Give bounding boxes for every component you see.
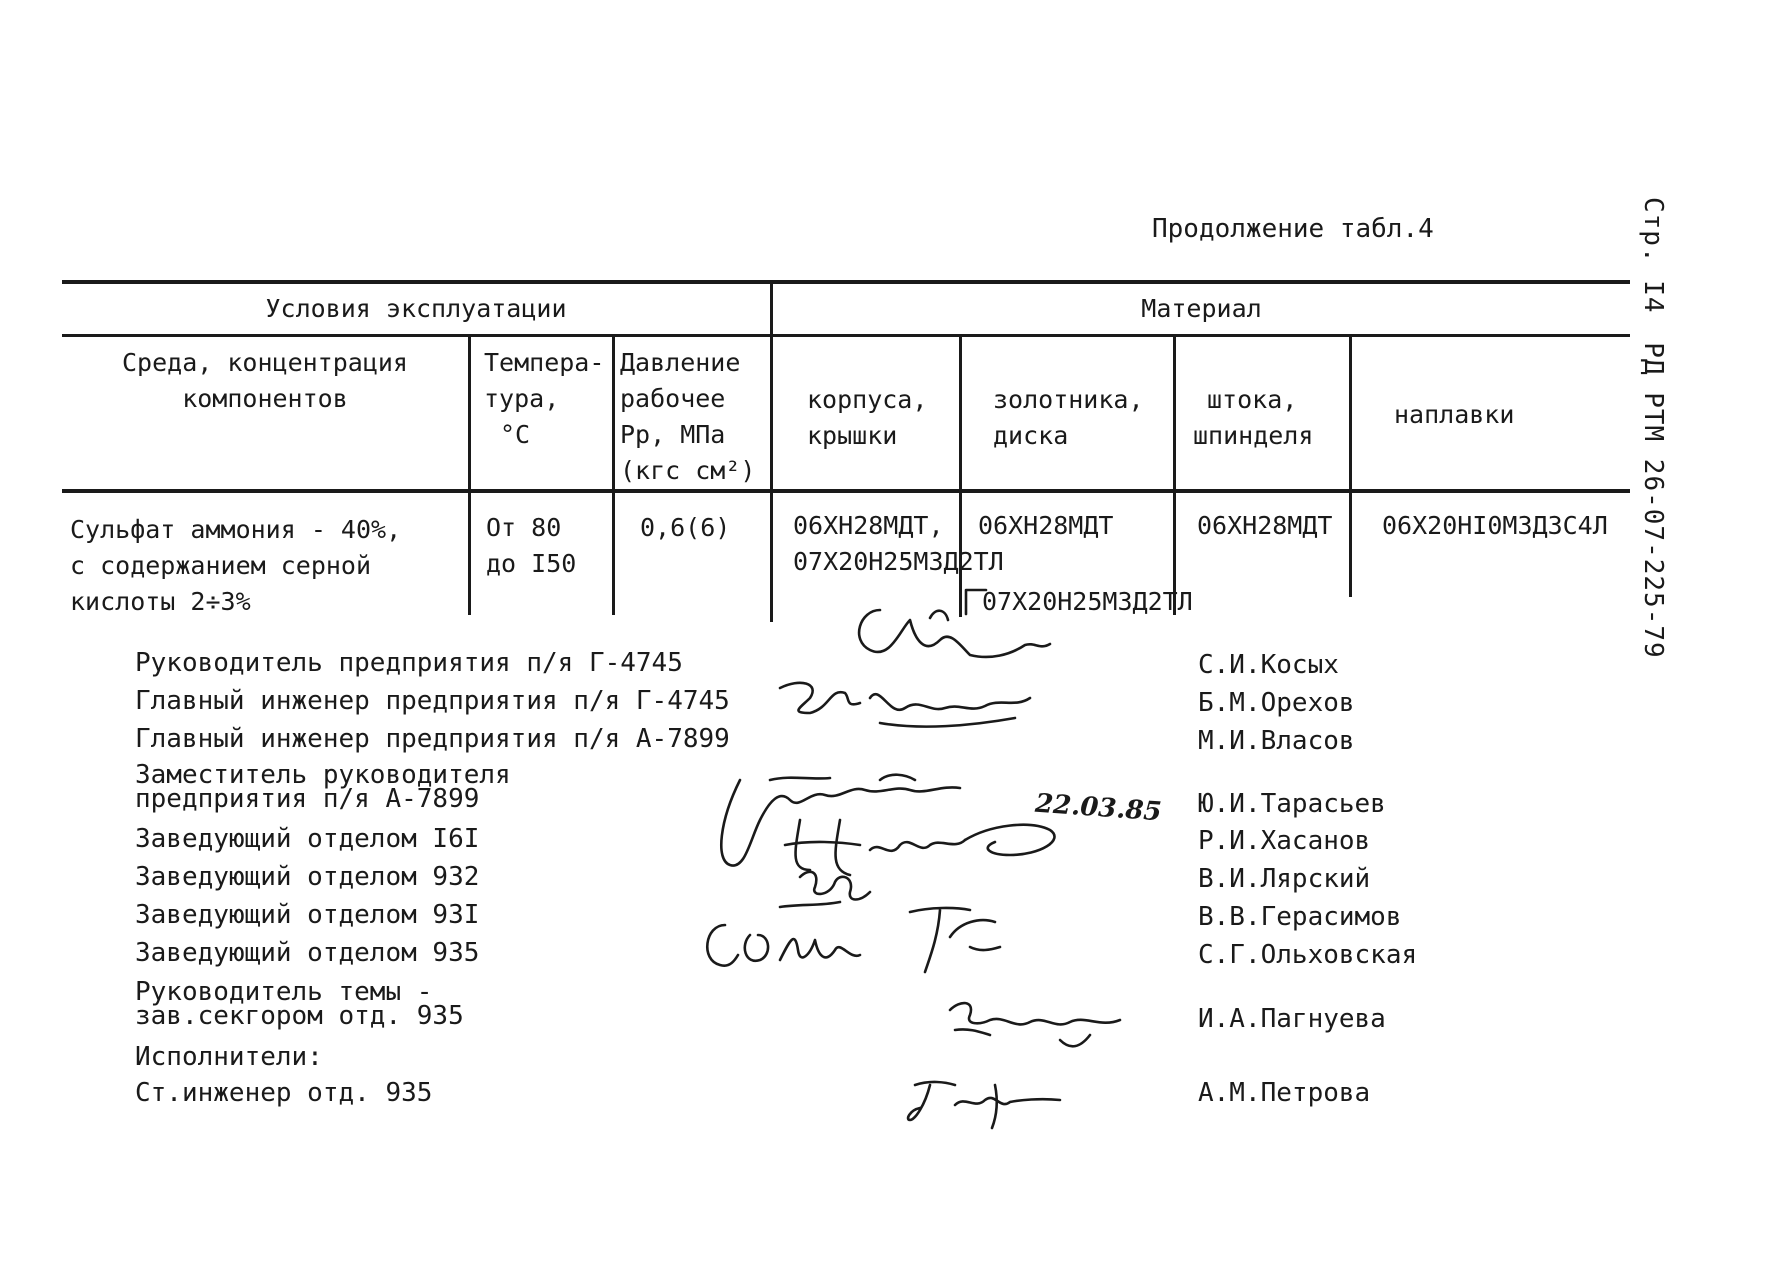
signatory-name: Р.И.Хасанов: [1198, 826, 1371, 856]
handwritten-date: 22.03.85: [1034, 788, 1163, 828]
signatory-role: Заведующий отделом 935: [135, 938, 480, 968]
row-overlay: 06Х20НI0М3Д3С4Л: [1382, 511, 1608, 540]
header-stem: штока, шпинделя: [1193, 385, 1314, 450]
signatory-role: Главный инженер предприятия п/я Г-4745: [135, 686, 730, 716]
row-temperature: От 80 до I50: [486, 513, 577, 578]
header-pressure: Давление рабочее Рр, МПа (кгс см²): [620, 348, 756, 485]
row-spool-alt: 07Х20Н25М3Д2ТЛ: [982, 587, 1193, 616]
signatory-name: С.И.Косых: [1198, 650, 1339, 680]
table-header-rule: [62, 489, 1630, 493]
group-header-conditions: Условия эксплуатации: [265, 294, 567, 323]
signatory-role: Заведующий отделом 932: [135, 862, 480, 892]
signature-olkhovskaya: [700, 910, 870, 980]
executors-label: Исполнители:: [135, 1042, 323, 1072]
signatory-role: Руководитель темы - зав.секгором отд. 935: [135, 977, 464, 1031]
header-medium: Среда, концентрация компонентов: [122, 348, 408, 413]
table-caption: Продолжение табл.4: [1152, 214, 1434, 244]
signatory-name: И.А.Пагнуева: [1198, 1004, 1386, 1034]
side-header: [1638, 197, 1668, 671]
signature-orekhov: [770, 668, 1070, 738]
header-temperature: Темпера- тура, °C: [484, 348, 605, 449]
signature-pagnueva: [940, 990, 1140, 1060]
row-spool: 06ХН28МДТ: [978, 511, 1114, 540]
signatory-name: М.И.Власов: [1198, 726, 1355, 756]
signatory-role: Руководитель предприятия п/я Г-4745: [135, 648, 683, 678]
col-divider: [770, 284, 773, 622]
signatory-name: В.И.Лярский: [1198, 864, 1371, 894]
document-code: РД РТМ 26-07-225-79: [1638, 342, 1668, 659]
signatory-name: А.М.Петрова: [1198, 1078, 1371, 1108]
signatory-name: С.Г.Ольховская: [1198, 940, 1418, 970]
page-number: Стр. I4: [1638, 197, 1668, 314]
group-header-material: Материал: [1141, 294, 1262, 323]
header-body: корпуса, крышки: [807, 385, 928, 450]
row-body: 06ХН28МДТ, 07Х20Н25М3Д2ТЛ: [793, 511, 1004, 576]
header-overlay: наплавки: [1394, 400, 1515, 429]
signatory-name: В.В.Герасимов: [1198, 902, 1402, 932]
signatory-role: Ст.инженер отд. 935: [135, 1078, 433, 1108]
col-divider: [612, 337, 615, 615]
signatory-name: Б.М.Орехов: [1198, 688, 1355, 718]
signatory-role: Заведующий отделом 93I: [135, 900, 480, 930]
table-group-rule: [62, 334, 1630, 337]
signatory-role: Заместитель руководителя предприятия п/я А-7899: [135, 760, 511, 814]
row-medium: Сульфат аммония - 40%, с содержанием серной кислоты 2÷3%: [70, 515, 402, 616]
col-divider: [1349, 337, 1352, 597]
col-divider: [468, 337, 471, 615]
signatory-role: Главный инженер предприятия п/я А-7899: [135, 724, 730, 754]
header-spool: золотника, диска: [993, 385, 1144, 450]
col-divider: [1173, 337, 1176, 615]
signature-gerasimov: [900, 892, 1010, 982]
table-top-rule: [62, 280, 1630, 284]
signature-petrova: [900, 1070, 1070, 1140]
signatory-name: Ю.И.Тарасьев: [1198, 789, 1386, 819]
row-pressure: 0,6(6): [640, 513, 731, 542]
signature-kosykh: [840, 600, 1080, 670]
signatory-role: Заведующий отделом I6I: [135, 824, 480, 854]
row-stem: 06ХН28МДТ: [1197, 511, 1333, 540]
